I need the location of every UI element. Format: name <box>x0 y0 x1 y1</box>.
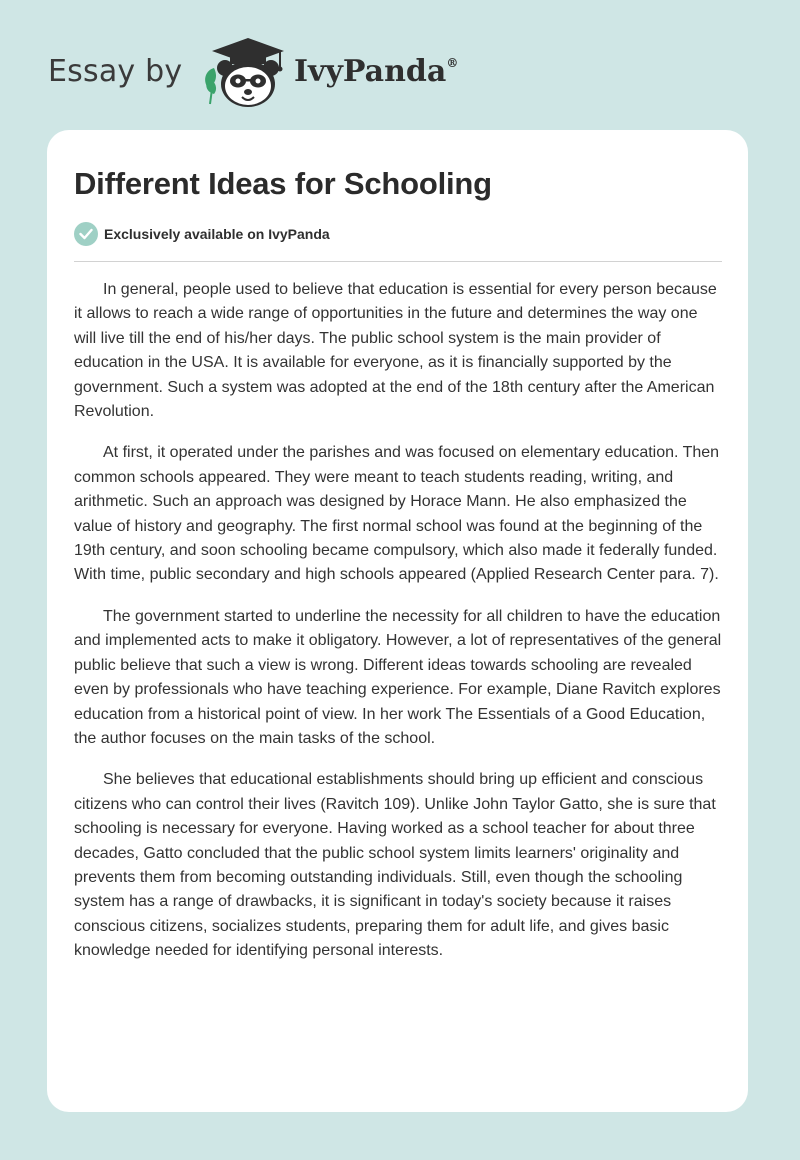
exclusive-badge <box>74 221 330 247</box>
essay-card <box>47 130 748 1112</box>
paragraph: She believes that educational establishments should bring up efficient and conscious citizens who can control their lives (Ravitch 109). Unlike John Taylor Gatto, she is sure that schooling is necessary for everyone. Having worked as a school teacher for about three decades, Gatto concluded that the public school system limits learners' originality and prevents them from becoming outstanding individuals. Still, even though the schooling system has a range of drawbacks, it is significant in today's society because it raises conscious citizens, socializes students, preparing them for adult life, and gives basic knowledge needed for identifying personal interests. <box>74 771 716 960</box>
site-header <box>48 34 508 114</box>
brand-text: IvyPanda <box>294 54 447 89</box>
exclusive-text: Exclusively available on IvyPanda <box>104 226 330 242</box>
check-circle-icon <box>74 222 98 246</box>
brand-name[interactable] <box>294 54 458 89</box>
essay-body <box>74 278 722 981</box>
panda-graduate-icon[interactable] <box>200 34 286 110</box>
paragraph: In general, people used to believe that education is essential for every person because it allows to reach a wide range of opportunities in the future and determines the way one will live till the end of his/her days. The public school system is the main provider of education in the USA. It is available for everyone, as it is financially supported by the government. Such a system was adopted at the end of the 18th century after the American Revolution. <box>74 281 717 421</box>
registered-mark: ® <box>446 56 459 70</box>
page-title: Different Ideas for Schooling <box>74 166 492 201</box>
essay-by-label: Essay by <box>48 54 183 89</box>
paragraph: The government started to underline the necessity for all children to have the education and implemented acts to make it obligatory. However, a lot of representatives of the general public believe that such a view is wrong. Different ideas towards schooling are revealed even by professionals who have teaching experience. For example, Diane Ravitch explores education from a historical point of view. In her work The Essentials of a Good Education, the author focuses on the main tasks of the school. <box>74 607 722 747</box>
paragraph: At first, it operated under the parishes and was focused on elementary education. Then common schools appeared. They were meant to teach students reading, writing, and arithmetic. Such an approach was designed by Horace Mann. He also emphasized the value of history and geography. The first normal school was found at the beginning of the 19th century, and soon schooling became compulsory, which also made it federally funded. With time, public secondary and high schools appeared (Applied Research Center para. 7). <box>74 444 720 584</box>
divider <box>74 261 722 262</box>
